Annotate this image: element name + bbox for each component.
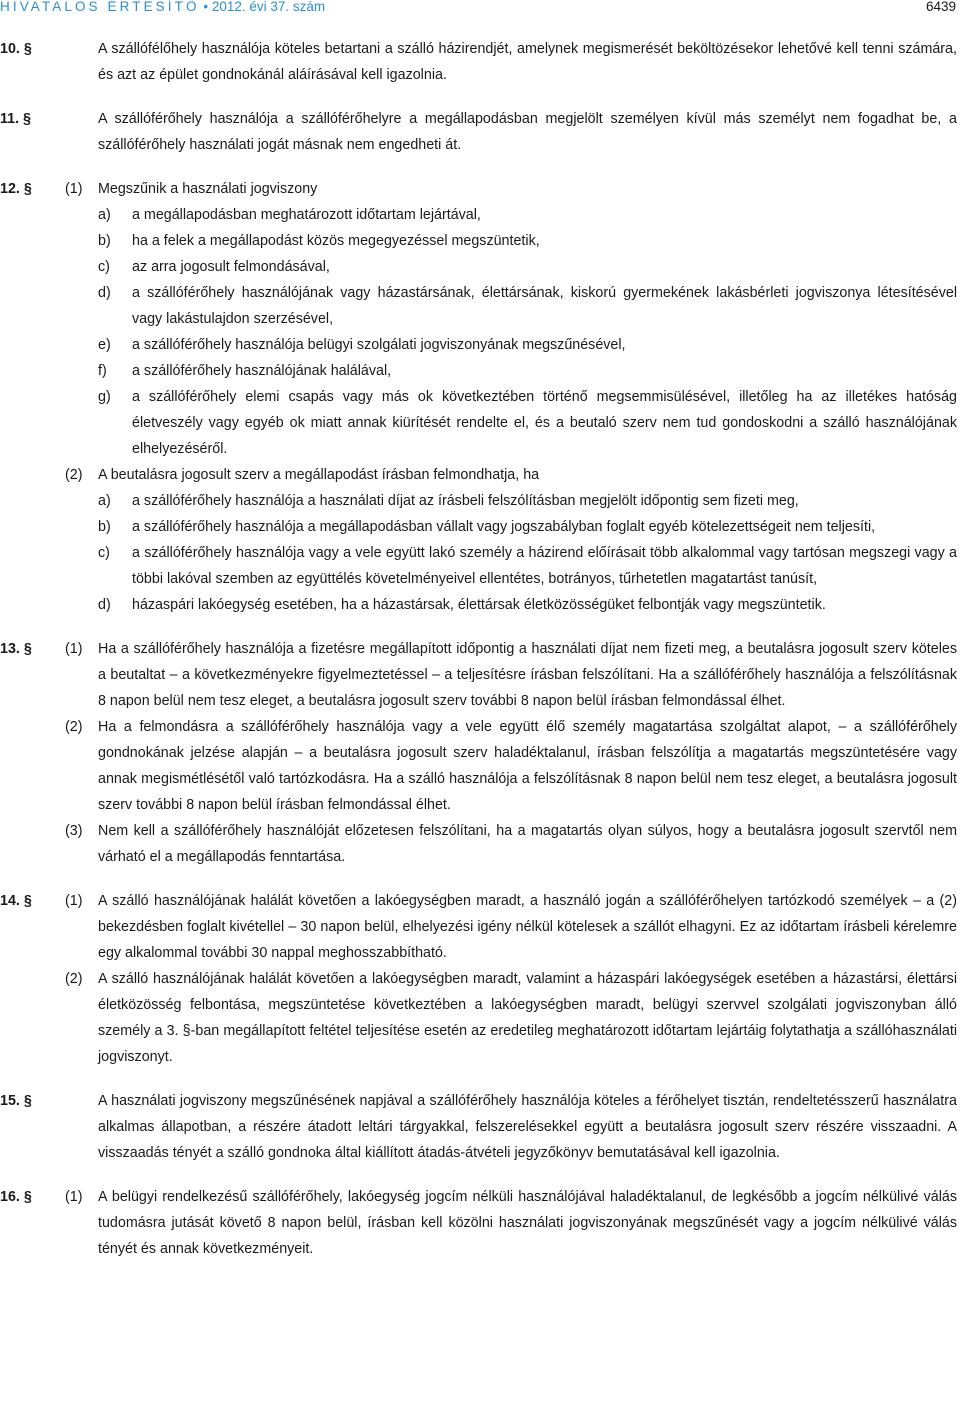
list-item — [98, 332, 957, 358]
header-left — [0, 0, 325, 14]
item-letter: e) — [98, 337, 111, 353]
paragraph-text: A belügyi rendelkezésű szállóférőhely, lakóegység jogcím nélküli használójával haladéktalanul, de legkésőbb a jogcím nélkülivé válás tudomásra jutását követő 8 napon belül, írásban kell közölni használati jogviszonyának megszűnését vagy a jogcím nélkülivé válás tényét és annak következményeit. — [98, 1189, 957, 1257]
item-letter: b) — [98, 233, 111, 249]
section-number: 12. § — [0, 181, 32, 197]
list-item — [98, 592, 957, 618]
list-item — [98, 384, 957, 462]
paragraph — [65, 714, 957, 818]
paragraph — [65, 462, 957, 618]
item-letter: a) — [98, 493, 111, 509]
section-number: 14. § — [0, 893, 32, 909]
paragraph-number: (2) — [65, 971, 83, 987]
paragraph-number: (3) — [65, 823, 83, 839]
list-item — [98, 514, 957, 540]
list-item — [98, 202, 957, 228]
item-text: a szállóférőhely használója vagy a vele együtt lakó személy a házirend előírásait több alkalommal vagy tartósan megszegi vagy a többi lakóval szemben az együttélés követelményeivel ellentétes, botrányos, tűrhetetlen magatartást tanúsít, — [132, 545, 957, 587]
paragraph-text: Ha a felmondásra a szállóférőhely használója vagy a vele együtt élő személy magatartása szolgáltat alapot, – a szállóférőhely gondnokának jelzése alapján – a beutalásra jogosult szerv haladéktalanul, írásban felszólítja a magatartás megszüntetésére vagy annak megismétlésétől való tartózkodásra. Ha a szálló használója a felszólításnak 8 napon belül nem tesz eleget, a beutalásra jogosult szerv további 8 napon belül írásban felmondással élhet. — [98, 719, 957, 813]
paragraph — [65, 818, 957, 870]
paragraph — [65, 966, 957, 1070]
section-number: 11. § — [0, 111, 32, 127]
item-text: ha a felek a megállapodást közös megegyezéssel megszüntetik, — [132, 233, 540, 249]
section-number: 16. § — [0, 1189, 32, 1205]
header-separator: • — [203, 0, 209, 14]
paragraph-number: (1) — [65, 641, 83, 657]
list-item — [98, 280, 957, 332]
section-10 — [0, 36, 957, 88]
list-item — [98, 254, 957, 280]
section-12 — [0, 176, 957, 618]
section-15 — [0, 1088, 957, 1166]
paragraph — [65, 1184, 957, 1262]
paragraph-number: (1) — [65, 181, 83, 197]
journal-title: HIVATALOS ÉRTESÍTŐ — [0, 0, 200, 14]
page-number: 6439 — [925, 0, 956, 14]
item-text: a szállóférőhely használójának vagy házastársának, élettársának, kiskorú gyermekének lakásbérleti jogviszonya létesítésével vagy lakástulajdon szerzésével, — [132, 285, 957, 327]
section-14 — [0, 888, 957, 1070]
section-number: 10. § — [0, 41, 32, 57]
issue-label: 2012. évi 37. szám — [211, 0, 326, 14]
item-letter: a) — [98, 207, 111, 223]
section-11 — [0, 106, 957, 158]
item-text: a szállóférőhely használója a megállapodásban vállalt vagy jogszabályban foglalt egyéb kötelezettségeit nem teljesíti, — [132, 519, 876, 535]
list-item — [98, 228, 957, 254]
paragraph-number: (2) — [65, 467, 83, 483]
section-text: A szállófélőhely használója köteles betartani a szálló házirendjét, amelynek megismerését beköltözésekor lehetővé kell tenni számára, és azt az épület gondnokánál aláírásával kell igazolnia. — [98, 41, 957, 83]
item-letter: d) — [98, 285, 111, 301]
paragraph — [65, 636, 957, 714]
item-letter: f) — [98, 363, 107, 379]
item-text: az arra jogosult felmondásával, — [132, 259, 330, 275]
paragraph — [65, 888, 957, 966]
section-number: 15. § — [0, 1093, 32, 1109]
item-letter: c) — [98, 259, 110, 275]
section-number: 13. § — [0, 641, 32, 657]
paragraph-number: (1) — [65, 1189, 83, 1205]
list-item — [98, 358, 957, 384]
paragraph-text: Megszűnik a használati jogviszony — [98, 181, 318, 197]
item-letter: c) — [98, 545, 110, 561]
paragraph-text: Ha a szállóférőhely használója a fizetésre megállapított időpontig a használati díjat nem fizeti meg, a beutalásra jogosult szerv köteles a beutaltat – a következményekre figyelmeztetéssel – a teljesítésre írásban felszólítani. Ha a szállóférőhely használója a felszólításnak 8 napon belül nem tesz eleget, a beutalásra jogosult szerv további 8 napon belül írásban felmondással élhet. — [98, 641, 957, 709]
list-item — [98, 540, 957, 592]
item-letter: d) — [98, 597, 111, 613]
section-13 — [0, 636, 957, 870]
document-body — [0, 36, 957, 1262]
paragraph — [65, 176, 957, 462]
item-text: a szállóférőhely használójának halálával, — [132, 363, 392, 379]
section-16 — [0, 1184, 957, 1262]
paragraph-text: A szálló használójának halálát követően a lakóegységben maradt, a használó jogán a szállóférőhelyen tartózkodó személyek – a (2) bekezdésben foglalt kivétellel – 30 napon belül, elhelyezési igény nélkül kötelesek a szállót elhagyni. Ez az időtartam írásbeli kérelemre egy alkalommal további 30 nappal meghosszabbítható. — [98, 893, 957, 961]
item-text: a szállóférőhely használója belügyi szolgálati jogviszonyának megszűnésével, — [132, 337, 626, 353]
paragraph-text: A beutalásra jogosult szerv a megállapodást írásban felmondhatja, ha — [98, 467, 540, 483]
item-text: a szállóférőhely használója a használati díjat az írásbeli felszólításban megjelölt időpontig sem fizeti meg, — [132, 493, 799, 509]
section-text: A használati jogviszony megszűnésének napjával a szállóférőhely használója köteles a férőhelyet tisztán, rendeltetésszerű használatra alkalmas állapotban, a részére átadott leltári tárgyakkal, felszerelésekkel együtt a beutalásra jogosult szerv részére visszaadni. A visszaadás tényét a szálló gondnoka által kiállított átadás-átvételi jegyzőkönyv bemutatásával kell igazolnia. — [98, 1093, 957, 1161]
item-text: a megállapodásban meghatározott időtartam lejártával, — [132, 207, 481, 223]
item-letter: g) — [98, 389, 111, 405]
paragraph-number: (1) — [65, 893, 83, 909]
section-text: A szállóférőhely használója a szállóférőhelyre a megállapodásban megjelölt személyen kívül más személyt nem fogadhat be, a szállóférőhely használati jogát másnak nem engedheti át. — [98, 111, 957, 153]
item-text: a szállóférőhely elemi csapás vagy más ok következtében történő megsemmisülésével, illetőleg ha az illetékes hatóság életveszély vagy egyéb ok miatt annak kiürítését rendelte el, és a beutaló szerv nem tud gondoskodni a szálló használójának elhelyezéséről. — [132, 389, 957, 457]
list-item — [98, 488, 957, 514]
paragraph-text: A szálló használójának halálát követően a lakóegységben maradt, valamint a házaspári lakóegységek esetében a házastársi, élettársi életközösség felbontása, megszüntetése következtében a lakóegységben maradt, belügyi szervvel szolgálati jogviszonyban álló személy a 3. §-ban megállapított feltétel teljesítése esetén az eredetileg meghatározott időtartam lejártáig folytathatja a szállóhasználati jogviszonyt. — [98, 971, 957, 1065]
paragraph-text: Nem kell a szállóférőhely használóját előzetesen felszólítani, ha a magatartás olyan súlyos, hogy a beutalásra jogosult szervtől nem várható el a megállapodás fenntartása. — [98, 823, 957, 865]
item-letter: b) — [98, 519, 111, 535]
page-header — [0, 0, 960, 16]
paragraph-number: (2) — [65, 719, 83, 735]
item-text: házaspári lakóegység esetében, ha a házastársak, élettársak életközösségüket felbontják vagy megszüntetik. — [132, 597, 826, 613]
